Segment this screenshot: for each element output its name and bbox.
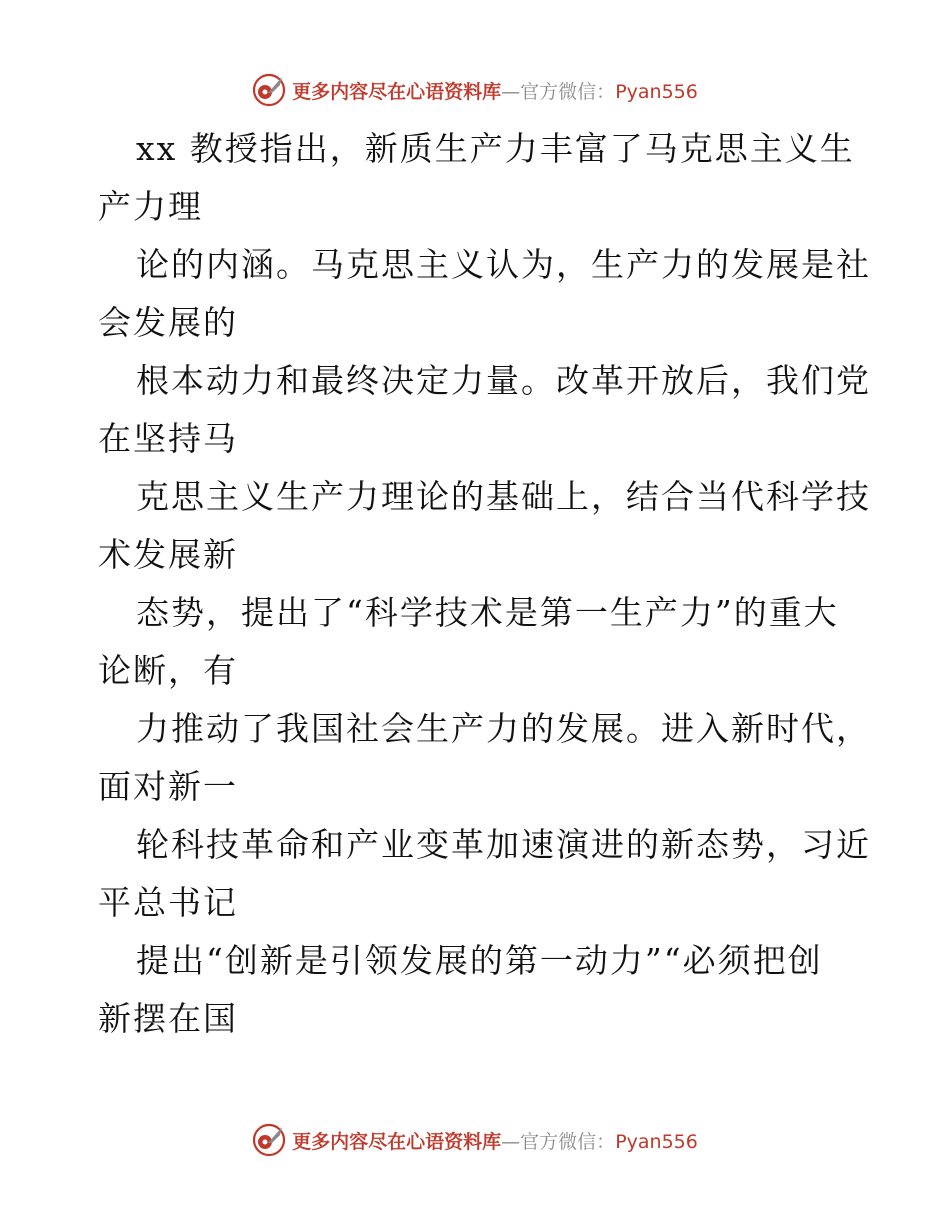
body-line: 在坚持马 <box>98 419 238 458</box>
footer-separator: — <box>501 1130 521 1153</box>
header-wechat-id: Pyan556 <box>615 80 698 103</box>
body-line: xx 教授指出，新质生产力丰富了马克思主义生 <box>136 129 855 168</box>
header-wechat-label: 官方微信： <box>520 80 616 103</box>
body-line: 提出“创新是引领发展的第一动力”“必须把创 <box>136 941 823 980</box>
footer-text <box>292 1127 698 1154</box>
footer-wechat-label: 官方微信： <box>520 1130 616 1153</box>
body-line: 会发展的 <box>98 303 238 342</box>
header-separator: — <box>501 80 521 103</box>
header-banner <box>0 72 950 108</box>
body-line: 论的内涵。马克思主义认为，生产力的发展是社 <box>136 245 871 284</box>
body-line: 力推动了我国社会生产力的发展。进入新时代， <box>136 709 871 748</box>
body-line: 新摆在国 <box>98 999 238 1038</box>
body-line: 产力理 <box>98 187 203 226</box>
body-line: 态势，提出了“科学技术是第一生产力”的重大 <box>136 593 839 632</box>
body-line: 平总书记 <box>98 883 238 922</box>
body-line: 术发展新 <box>98 535 238 574</box>
body-line: 克思主义生产力理论的基础上，结合当代科学技 <box>136 477 871 516</box>
footer-banner <box>0 1122 950 1158</box>
body-line: 轮科技革命和产业变革加速演进的新态势，习近 <box>136 825 871 864</box>
footer-site-name: 更多内容尽在心语资料库 <box>292 1130 502 1153</box>
body-line: 根本动力和最终决定力量。改革开放后，我们党 <box>136 361 871 400</box>
document-body <box>98 120 871 1048</box>
body-line: 论断，有 <box>98 651 238 690</box>
body-line: 面对新一 <box>98 767 238 806</box>
footer-wechat-id: Pyan556 <box>615 1130 698 1153</box>
quill-pen-logo-icon <box>252 73 286 107</box>
quill-pen-logo-icon <box>252 1123 286 1157</box>
header-text <box>292 77 698 104</box>
header-site-name: 更多内容尽在心语资料库 <box>292 80 502 103</box>
